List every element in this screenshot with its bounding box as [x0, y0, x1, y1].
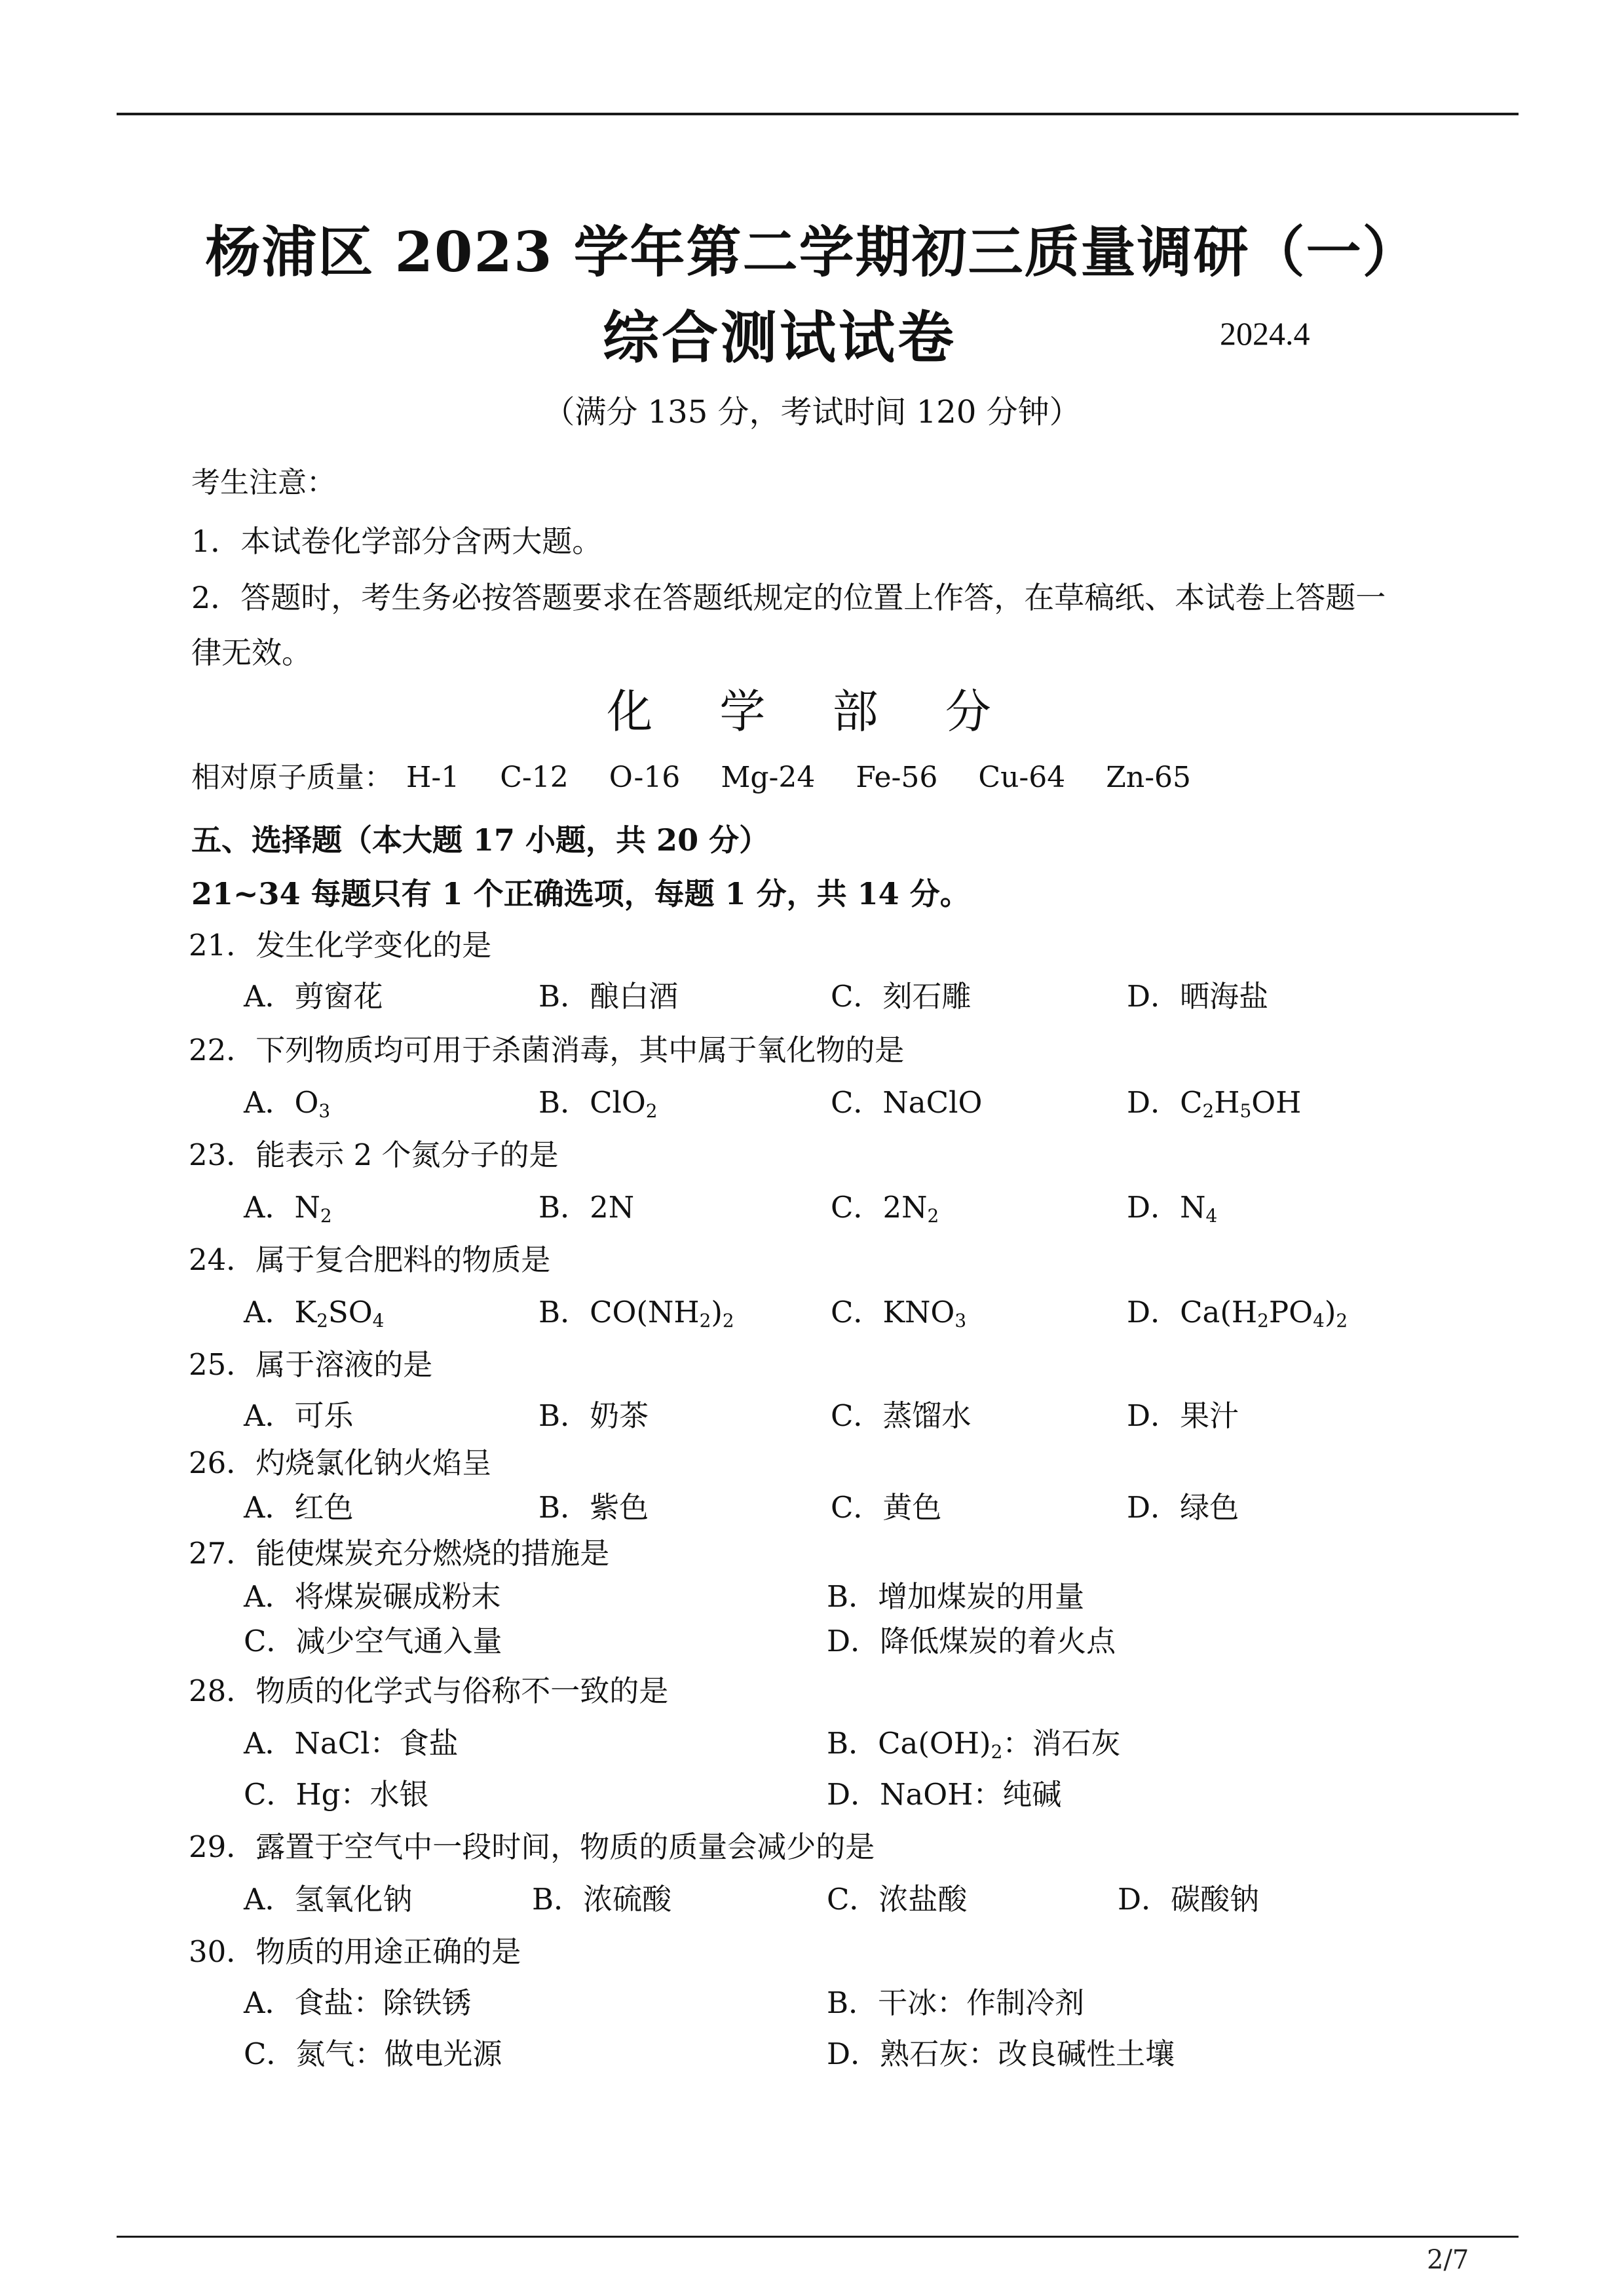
- atomic-mass: O-16: [609, 761, 681, 794]
- formula-subscript: 2: [645, 1100, 658, 1122]
- question-29-option-b: B．浓硫酸: [532, 1882, 672, 1917]
- formula-part: 2N: [882, 1190, 928, 1225]
- atomic-mass: Zn-65: [1106, 761, 1192, 794]
- question-28-option-c: C．Hg：水银: [244, 1777, 429, 1812]
- score-time-line: （满分 135 分，考试时间 120 分钟）: [543, 394, 1081, 430]
- question-21-option-c: C．刻石雕: [831, 979, 972, 1014]
- question-21-stem: 21．发生化学变化的是: [189, 928, 492, 963]
- option-label: B．: [538, 1295, 590, 1330]
- question-27-option-a: A．将煤炭碾成粉末: [244, 1579, 501, 1614]
- formula-part: ：消石灰: [1002, 1726, 1121, 1761]
- option-label: A．: [244, 1295, 295, 1330]
- question-24-option-c: [831, 1288, 966, 1331]
- question-26-option-b: B．紫色: [538, 1490, 649, 1525]
- formula-subscript: 4: [372, 1309, 385, 1331]
- formula-subscript: 2: [320, 1204, 332, 1227]
- notice-title: 考生注意：: [191, 466, 335, 499]
- question-22-option-a: [244, 1079, 330, 1121]
- atomic-mass: Fe-56: [856, 761, 938, 794]
- atomic-mass: C-12: [500, 761, 569, 794]
- formula-subscript: 3: [318, 1100, 331, 1122]
- question-23-option-c: [831, 1183, 939, 1226]
- formula-subscript: 2: [1257, 1309, 1269, 1331]
- formula-subscript: 3: [954, 1309, 967, 1331]
- option-label: A．: [244, 1085, 295, 1120]
- question-21-option-a: A．剪窗花: [244, 979, 383, 1014]
- atomic-masses-label: 相对原子质量：: [191, 761, 393, 794]
- formula-part: K: [294, 1295, 317, 1330]
- question-27-option-b: B．增加煤炭的用量: [827, 1579, 1085, 1614]
- atomic-mass: Mg-24: [721, 761, 816, 794]
- question-25-option-a: A．可乐: [244, 1398, 354, 1433]
- question-23-option-d: [1127, 1183, 1217, 1226]
- question-22-option-d: [1127, 1079, 1301, 1121]
- question-22-stem: 22．下列物质均可用于杀菌消毒，其中属于氧化物的是: [189, 1033, 905, 1067]
- question-23-option-a: [244, 1183, 332, 1226]
- formula-subscript: 2: [1336, 1309, 1348, 1331]
- question-28-stem: 28．物质的化学式与俗称不一致的是: [189, 1674, 669, 1708]
- formula-subscript: 2: [1202, 1100, 1215, 1122]
- question-26-option-d: D．绿色: [1127, 1490, 1239, 1525]
- formula-part: ClO: [590, 1085, 646, 1120]
- atomic-masses: [191, 754, 1222, 795]
- atomic-mass: H-1: [406, 761, 460, 794]
- page-number: 2/7: [1427, 2245, 1469, 2275]
- part-subheading: 21~34 每题只有 1 个正确选项，每题 1 分，共 14 分。: [191, 876, 970, 911]
- formula-part: N: [1180, 1190, 1206, 1225]
- question-29-option-c: C．浓盐酸: [827, 1882, 968, 1917]
- question-30-option-b: B．干冰：作制冷剂: [827, 1985, 1085, 2020]
- question-30-stem: 30．物质的用途正确的是: [189, 1934, 521, 1969]
- atomic-mass: Cu-64: [978, 761, 1066, 794]
- formula-subscript: 2: [722, 1309, 734, 1331]
- formula-part: PO: [1268, 1295, 1313, 1330]
- question-25-option-b: B．奶茶: [538, 1398, 649, 1433]
- question-28-option-d: D．NaOH：纯碱: [827, 1777, 1062, 1812]
- formula-subscript: 4: [1313, 1309, 1325, 1331]
- footer-rule: [117, 2236, 1519, 2238]
- section-title: 化 学 部 分: [607, 685, 1017, 738]
- question-26-stem: 26．灼烧氯化钠火焰呈: [189, 1445, 492, 1480]
- formula-part: KNO: [882, 1295, 955, 1330]
- formula-subscript: 2: [991, 1740, 1003, 1763]
- exam-date: 2024.4: [1220, 315, 1310, 352]
- option-label: C．: [831, 1295, 883, 1330]
- formula-subscript: 4: [1205, 1204, 1218, 1227]
- notice-item-2-line-1: 2．答题时，考生务必按答题要求在答题纸规定的位置上作答，在草稿纸、本试卷上答题一: [191, 580, 1386, 615]
- question-24-stem: 24．属于复合肥料的物质是: [189, 1242, 551, 1277]
- question-27-option-d: D．降低煤炭的着火点: [827, 1624, 1116, 1658]
- question-23-option-b: B．2N: [538, 1190, 635, 1225]
- question-30-option-a: A．食盐：除铁锈: [244, 1985, 472, 2020]
- question-29-option-a: A．氢氧化钠: [244, 1882, 413, 1917]
- formula-part: O: [294, 1085, 319, 1120]
- formula-part: B．Ca(OH): [827, 1726, 991, 1761]
- question-29-stem: 29．露置于空气中一段时间，物质的质量会减少的是: [189, 1829, 875, 1864]
- question-27-stem: 27．能使煤炭充分燃烧的措施是: [189, 1536, 610, 1571]
- question-21-option-d: D．晒海盐: [1127, 979, 1269, 1014]
- notice-item-2-line-2: 律无效。: [191, 635, 312, 670]
- formula-part: C: [1180, 1085, 1203, 1120]
- question-23-stem: 23．能表示 2 个氮分子的是: [189, 1138, 559, 1172]
- formula-part: H: [1214, 1085, 1240, 1120]
- question-22-option-b: [538, 1079, 658, 1121]
- option-label: C．: [831, 1190, 883, 1225]
- formula-subscript: 2: [316, 1309, 328, 1331]
- question-30-option-d: D．熟石灰：改良碱性土壤: [827, 2037, 1175, 2071]
- question-28-option-b: [827, 1719, 1120, 1762]
- option-label: D．: [1127, 1295, 1180, 1330]
- formula-part: ): [711, 1295, 723, 1330]
- question-22-option-c: C．NaClO: [831, 1085, 983, 1120]
- formula-part: N: [294, 1190, 320, 1225]
- question-29-option-d: D．碳酸钠: [1118, 1882, 1260, 1917]
- formula-subscript: 2: [699, 1309, 711, 1331]
- question-26-option-a: A．红色: [244, 1490, 354, 1525]
- formula-part: Ca(H: [1180, 1295, 1258, 1330]
- option-label: A．: [244, 1190, 295, 1225]
- question-27-option-c: C．减少空气通入量: [244, 1624, 502, 1658]
- question-21-option-b: B．酿白酒: [538, 979, 679, 1014]
- option-label: D．: [1127, 1085, 1180, 1120]
- exam-subtitle: 综合测试试卷: [603, 305, 956, 371]
- question-30-option-c: C．氮气：做电光源: [244, 2037, 502, 2071]
- question-26-option-c: C．黄色: [831, 1490, 942, 1525]
- formula-part: SO: [328, 1295, 373, 1330]
- question-25-option-c: C．蒸馏水: [831, 1398, 972, 1433]
- exam-title: 杨浦区 2023 学年第二学期初三质量调研（一）: [205, 220, 1419, 284]
- part-heading: 五、选择题（本大题 17 小题，共 20 分）: [191, 822, 770, 858]
- option-label: D．: [1127, 1190, 1180, 1225]
- option-label: B．: [538, 1085, 590, 1120]
- formula-part: ): [1324, 1295, 1336, 1330]
- header-rule: [117, 113, 1519, 115]
- formula-subscript: 5: [1239, 1100, 1252, 1122]
- question-24-option-d: [1127, 1288, 1348, 1331]
- question-25-option-d: D．果汁: [1127, 1398, 1239, 1433]
- formula-part: OH: [1251, 1085, 1302, 1120]
- question-25-stem: 25．属于溶液的是: [189, 1347, 433, 1382]
- notice-item-1: 1．本试卷化学部分含两大题。: [191, 524, 603, 559]
- question-28-option-a: A．NaCl：食盐: [244, 1726, 459, 1761]
- formula-part: CO(NH: [590, 1295, 700, 1330]
- question-24-option-a: [244, 1288, 384, 1331]
- formula-subscript: 2: [927, 1204, 939, 1227]
- question-24-option-b: [538, 1288, 734, 1331]
